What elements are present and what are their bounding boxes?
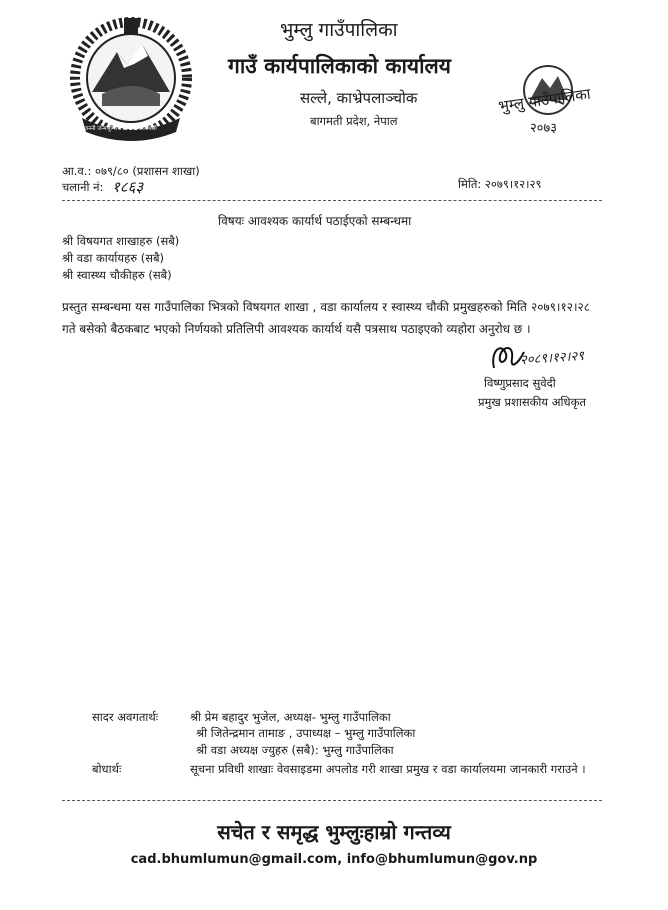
province-line: बागमती प्रदेश, नेपाल (310, 114, 398, 128)
letter-date: मिति: २०७९।१२।२९ (458, 177, 542, 191)
office-title: गाउँ कार्यपालिकाको कार्यालय (228, 54, 451, 78)
cc-item-1: श्री प्रेम बहादुर भुजेल, अध्यक्ष- भुम्लु गाउँपालिका (190, 710, 391, 724)
recipient-1: श्री विषयगत शाखाहरु (सबै) (62, 234, 180, 248)
municipality-name: भुम्लु गाउँपालिका (280, 19, 398, 41)
footer-slogan: सचेत र समृद्ध भुम्लुःहाम्रो गन्तव्य (217, 820, 451, 844)
signatory-name: विष्णुप्रसाद सुवेदी (484, 376, 556, 390)
signatory-title: प्रमुख प्रशासकीय अधिकृत (478, 395, 586, 409)
cc-item-3: श्री वडा अध्यक्ष ज्युहरु (सबै): भुम्लु गाउँपालिका (196, 743, 394, 757)
cc-item-2: श्री जितेन्द्रमान तामाङ , उपाध्यक्ष – भुम्लु गाउँपालिका (196, 726, 416, 740)
recipient-2: श्री वडा कार्यायहरु (सबै) (62, 251, 165, 265)
nepal-emblem-icon (62, 14, 200, 142)
stamp-text: भुम्लु गाउँपालिका (497, 84, 592, 116)
dispatch-label: चलानी नं: (62, 180, 104, 194)
letter-subject: विषयः आवश्यक कार्यार्थ पठाईएको सम्बन्धमा (218, 214, 412, 228)
cc-label: सादर अवगतार्थः (92, 710, 159, 724)
info-label: बोधार्थः (92, 762, 122, 776)
fiscal-year: आ.व.: ०७९/८० (प्रशासन शाखा) (62, 164, 200, 178)
footer-emails: cad.bhumlumun@gmail.com, info@bhumlumun@gov.np (130, 852, 538, 867)
emblem-ribbon-text: जननी जन्मभूमिश्च स्वर्गादपि गरीयसी (84, 126, 157, 132)
stamp-year: २०७३ (530, 121, 558, 136)
header-divider (62, 200, 602, 201)
info-text: सूचना प्रविधी शाखाः वेवसाइडमा अपलोड गरी शाखा प्रमुख र वडा कार्यालयमा जानकारी गराउने । (190, 762, 586, 776)
letter-body: प्रस्तुत सम्बन्धमा यस गाउँपालिका भित्रको विषयगत शाखा , वडा कार्यालय र स्वास्थ्य चौकी प्रमुखहरुको मिति २०७९।१२।२८ गते बसेको बैठकबाट भएको निर्णयको प्रतिलिपी आवश्यक कार्यार्थ यसै पत्रसाथ पठाइएको व्यहोरा अनुरोध छ । (62, 300, 590, 336)
signature-date: २०८९।१२।२९ (519, 348, 585, 369)
office-address: सल्ले, काभ्रेपलाञ्चोक (300, 89, 418, 107)
dispatch-number: १८६३ (112, 178, 144, 196)
recipient-3: श्री स्वास्थ्य चौकीहरु (सबै) (62, 268, 172, 282)
footer-divider (62, 800, 602, 801)
